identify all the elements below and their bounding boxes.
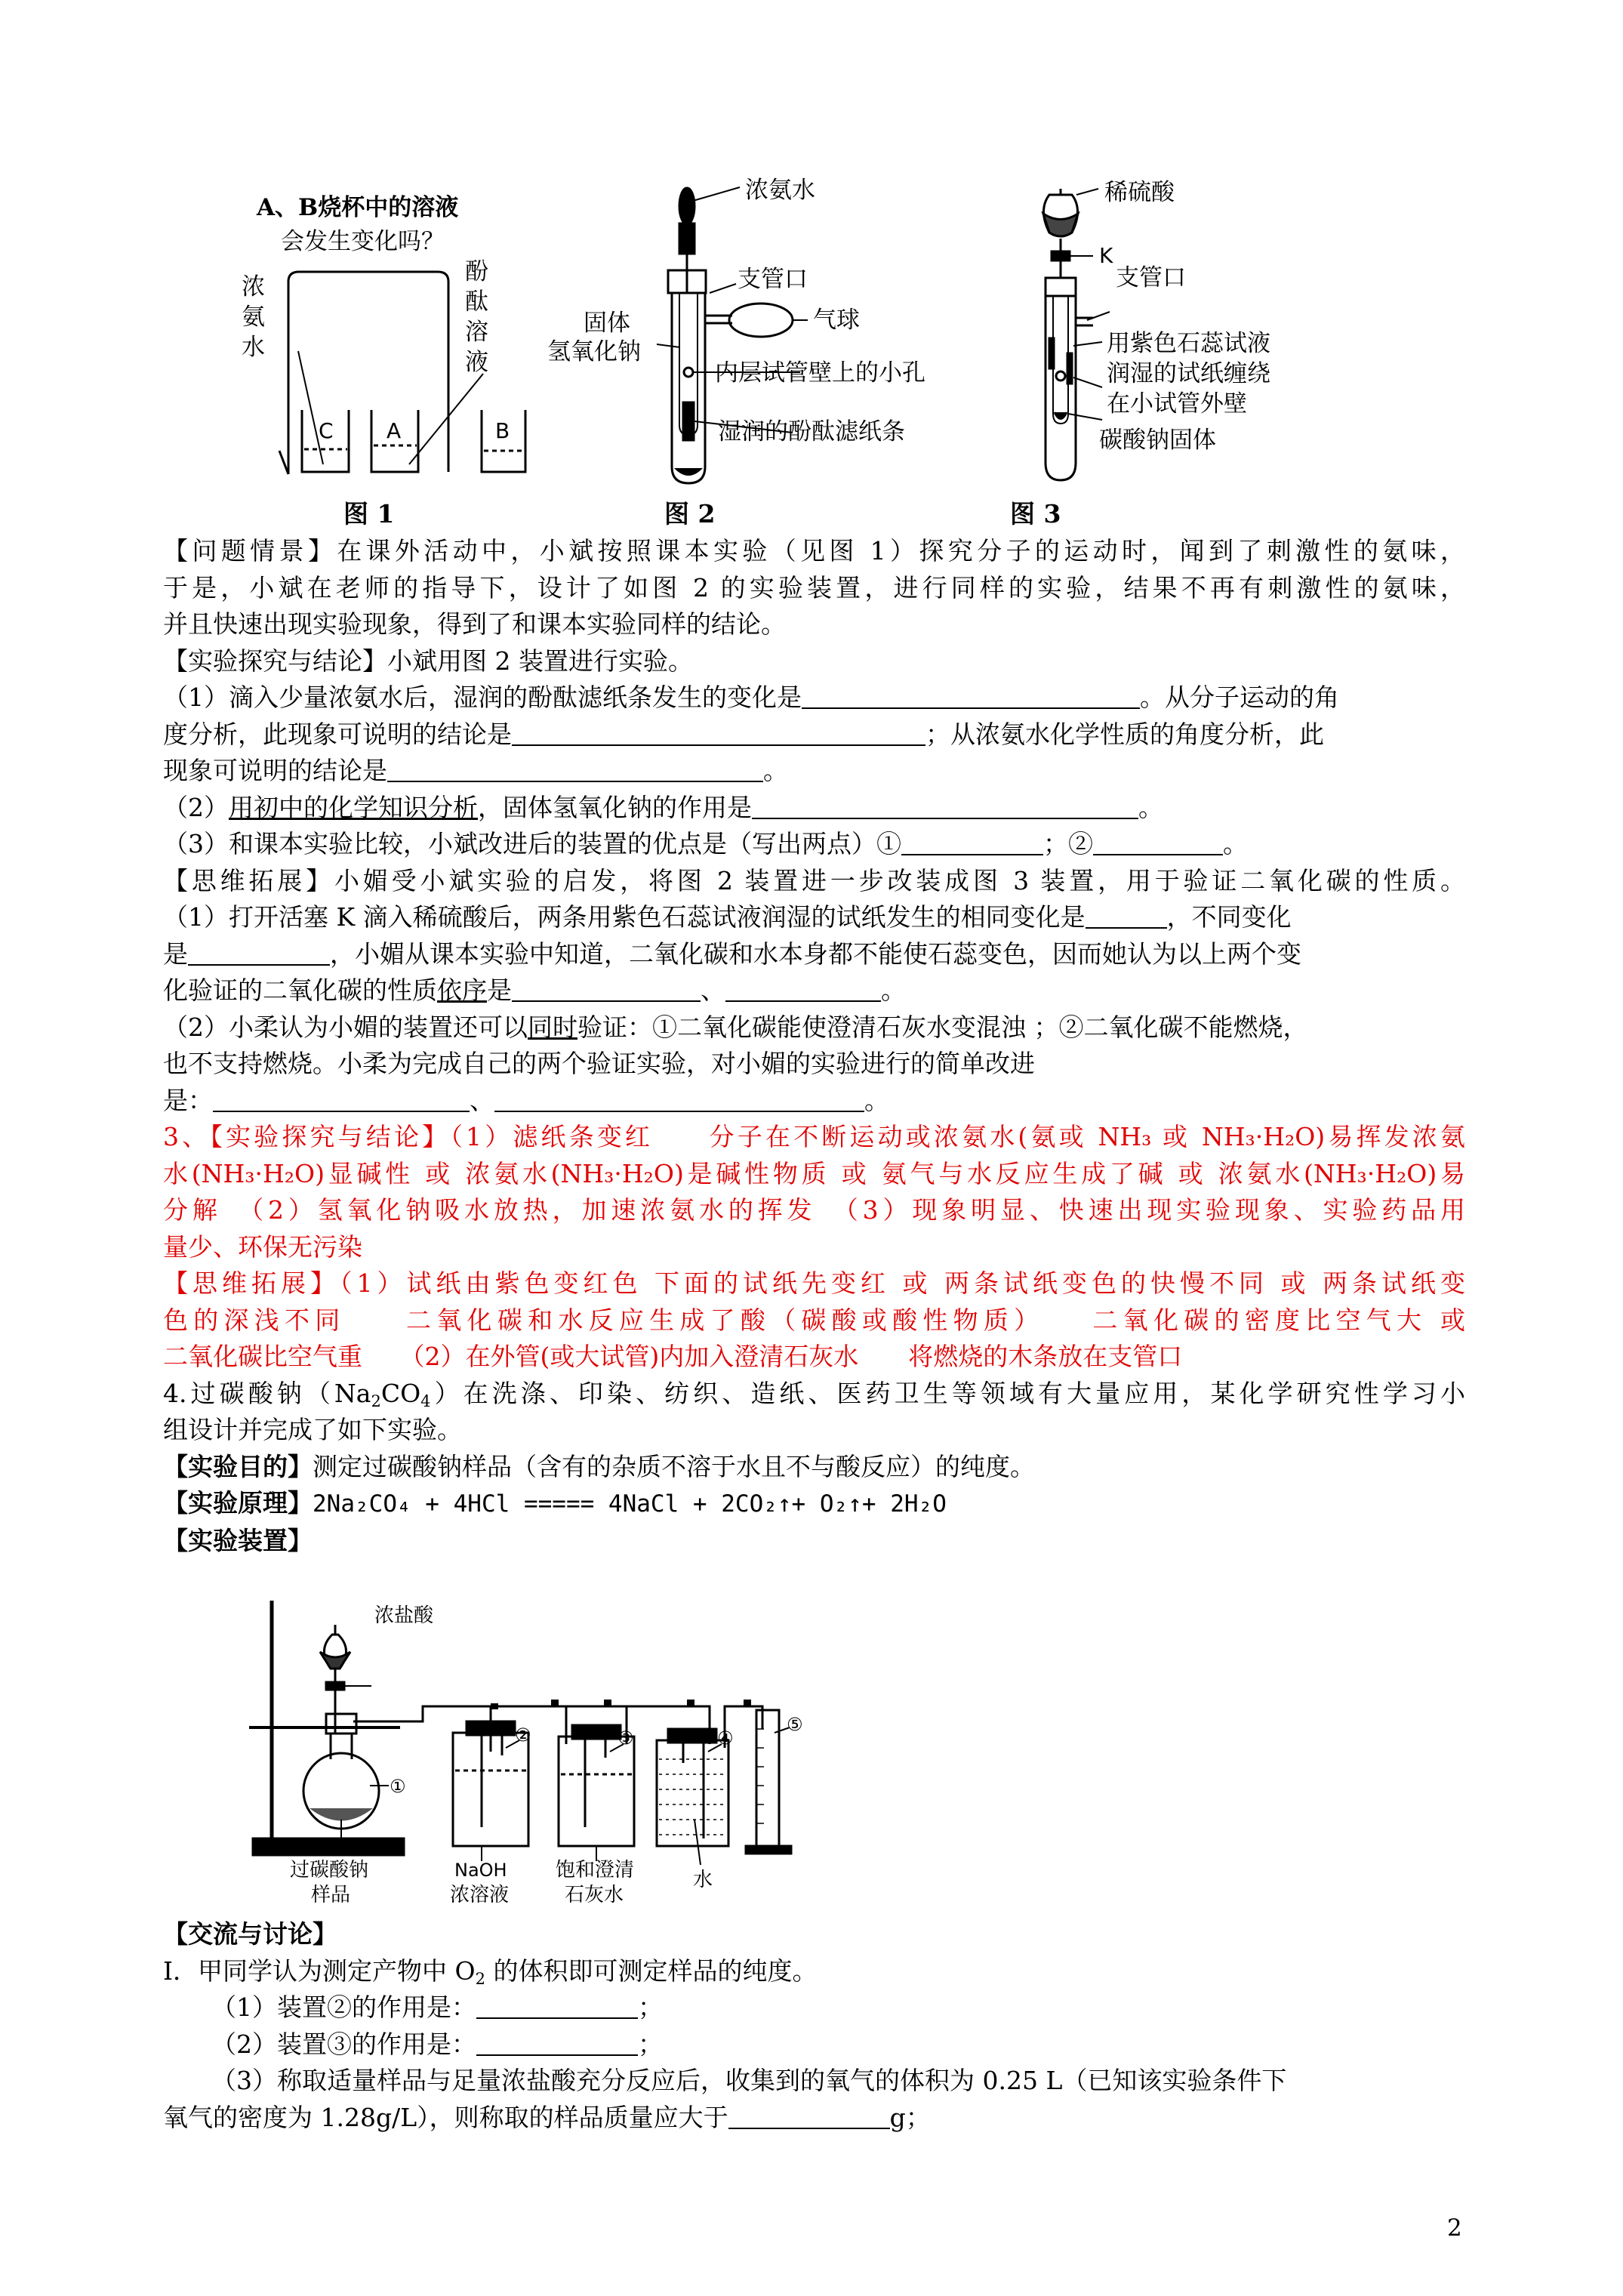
q4-principle-equation: 2Na₂CO₄ + 4HCl ===== 4NaCl + 2CO₂↑+ O₂↑+ 2H₂O	[313, 1490, 947, 1518]
fig2-balloon-label: 气球	[813, 307, 860, 334]
q3-text-c: 。	[1223, 829, 1248, 858]
ext-q1-underlined: 依序	[437, 975, 487, 1005]
q2-text-a: （2）	[163, 792, 229, 822]
fig2-branch-label: 支管口	[738, 266, 808, 293]
fig3-paper-label-1: 用紫色石蕊试液	[1107, 330, 1270, 357]
apparatus-n4: ④	[717, 1727, 734, 1749]
extension-q2-line-1	[163, 1009, 1465, 1046]
q1-text-f: 。	[763, 756, 788, 785]
question-1-line-2	[163, 717, 1465, 754]
discussion-1-b: 的体积即可测定样品的纯度。	[485, 1955, 818, 1986]
ext-q2-text-d: 、	[470, 1085, 494, 1115]
extension-q1-line-1	[163, 899, 1465, 936]
answer-line-2: 水(NH₃·H₂O)显碱性 或 浓氨水(NH₃·H₂O)是碱性物质 或 氨气与水反应生成了碱 或 浓氨水(NH₃·H₂O)易	[163, 1158, 1465, 1188]
fig3-paper-label-2: 润湿的试纸缠绕	[1107, 360, 1270, 387]
discussion-q3-text: 氧气的密度为 1.28g/L），则称取的样品质量应大于	[163, 2102, 728, 2132]
figure-1-caption: 图 1	[343, 499, 395, 529]
q3-text-a: （3）和课本实验比较，小斌改进后的装置的优点是（写出两点）①	[163, 829, 901, 858]
fig1-left-label-1: 浓	[242, 273, 265, 300]
ext-q1-text-f: 是	[487, 975, 512, 1005]
fig3-solid-label: 碳酸钠固体	[1099, 427, 1216, 454]
q4-apparatus-heading-line	[163, 1523, 1465, 1560]
figure-2	[540, 172, 1023, 497]
apparatus-n1: ①	[390, 1776, 406, 1797]
discussion-heading-line	[163, 1916, 1465, 1953]
apparatus-n3: ③	[617, 1727, 634, 1749]
problem-context-line-2: 于是，小斌在老师的指导下，设计了如图 2 的实验装置，进行同样的实验，结果不再有刺激性的氨味，	[163, 572, 1465, 603]
extension-q1-line-3	[163, 972, 1465, 1009]
ext-q1-text-g: 、	[701, 975, 725, 1005]
page-number: 2	[1447, 2214, 1462, 2242]
figure-2-caption: 图 2	[664, 499, 716, 529]
q2-text-c: 。	[1138, 792, 1163, 822]
answer-blank-2[interactable]	[512, 722, 925, 746]
answer-line-3: 分解 （2）氢氧化钠吸水放热，加速浓氨水的挥发 （3）现象明显、快速出现实验现象、实验药品用	[163, 1195, 1465, 1225]
answer-line-6: 色的深浅不同 二氧化碳和水反应生成了酸（碳酸或酸性物质） 二氧化碳的密度比空气大 或	[163, 1305, 1465, 1335]
fig1-left-label-2: 氨	[242, 304, 265, 331]
discussion-q2-end: ；	[638, 2029, 663, 2059]
fig2-solid-label-1: 固体	[584, 310, 630, 337]
ext-q1-text-c: 是	[163, 938, 188, 969]
fig2-paper-label: 湿润的酚酞滤纸条	[718, 418, 905, 445]
fig1-question-line2: 会发生变化吗？	[281, 228, 445, 255]
question-2-line	[163, 790, 1465, 827]
q1-text-d: ；从浓氨水化学性质的角度分析，此	[925, 719, 1324, 749]
fig1-right-label-1: 酚	[465, 258, 488, 285]
ext-q1-text-a: （1）打开活塞 K 滴入稀硫酸后，两条用紫色石蕊试液润湿的试纸发生的相同变化是	[163, 902, 1086, 932]
q4-purpose-heading: 【实验目的】	[163, 1451, 313, 1481]
q4-purpose-line	[163, 1449, 1465, 1486]
apparatus-water-label: 水	[693, 1869, 713, 1891]
problem-context-line-1: 【问题情景】在课外活动中，小斌按照课本实验（见图 1）探究分子的运动时，闻到了刺激性的氨味，	[163, 536, 1465, 566]
apparatus-naoh-label-2: 浓溶液	[450, 1884, 510, 1906]
fig3-top-label: 稀硫酸	[1104, 179, 1175, 206]
apparatus-figure	[242, 1593, 815, 1910]
question-1-line-3	[163, 753, 1465, 790]
fig3-k-label: K	[1099, 243, 1113, 268]
apparatus-naoh-label-1: NaOH	[454, 1860, 507, 1881]
q2-underlined: 用初中的化学知识分析	[229, 792, 478, 822]
fig3-paper-label-3: 在小试管外壁	[1107, 390, 1247, 418]
ext-q2-text-a: （2）小柔认为小媚的装置还可以	[163, 1012, 528, 1042]
ext-q1-text-e: 化验证的二氧化碳的性质	[163, 975, 437, 1005]
fig2-top-label: 浓氨水	[745, 177, 815, 204]
answer-blank-9[interactable]	[512, 978, 701, 1002]
answer-line-1: 3、【实验探究与结论】（1）滤纸条变红 分子在不断运动或浓氨水(氨或 NH₃ 或 NH₃·H₂O)易挥发浓氨	[163, 1122, 1465, 1151]
extension-q2-line-3	[163, 1083, 1465, 1120]
extension-heading-line: 【思维拓展】小媚受小斌实验的启发，将图 2 装置进一步改装成图 3 装置，用于验证二氧化碳的性质。	[163, 865, 1465, 895]
fig1-right-label-3: 溶	[465, 319, 488, 346]
answer-blank-6[interactable]	[1093, 831, 1223, 855]
answer-blank-14[interactable]	[476, 2032, 638, 2056]
fig1-left-label-3: 水	[242, 334, 265, 361]
fig1-right-label-2: 酞	[465, 288, 488, 316]
q4-intro-line-2: 组设计并完成了如下实验。	[163, 1415, 462, 1444]
answer-blank-15[interactable]	[728, 2105, 890, 2129]
answer-line-7: 二氧化碳比空气重 （2）在外管(或大试管)内加入澄清石灰水 将燃烧的木条放在支管口	[163, 1342, 1183, 1371]
discussion-line-1	[163, 1953, 1465, 1990]
q3-text-b: ；②	[1043, 829, 1093, 858]
fig1-question-line1: A、B烧杯中的溶液	[257, 194, 459, 221]
fig1-beaker-c-label: C	[319, 418, 334, 443]
apparatus-sample-label-1: 过碳酸钠	[290, 1859, 369, 1881]
answer-blank-4[interactable]	[752, 795, 1138, 819]
ext-q2-text-c: 是：	[163, 1085, 213, 1115]
discussion-q2-text: （2）装置③的作用是：	[211, 2029, 476, 2059]
main-text	[163, 533, 1465, 1559]
discussion-heading: 【交流与讨论】	[163, 1919, 337, 1949]
q1-text-b: 。从分子运动的角	[1140, 683, 1339, 712]
discussion-q2-line	[163, 2026, 1465, 2063]
answer-blank-7[interactable]	[1086, 905, 1167, 929]
extension-q1-line-2	[163, 936, 1465, 973]
fig1-beaker-b-label: B	[495, 418, 510, 443]
fig1-right-label-4: 液	[465, 349, 488, 376]
discussion-q3-end: g；	[889, 2102, 931, 2132]
q4-intro-line-1	[163, 1376, 1465, 1413]
apparatus-sample-label-2: 样品	[311, 1884, 351, 1906]
apparatus-acid-label: 浓盐酸	[374, 1604, 434, 1627]
discussion-q1-line	[163, 1989, 1465, 2026]
explore-heading-line: 【实验探究与结论】小斌用图 2 装置进行实验。	[163, 646, 693, 676]
answer-blank-3[interactable]	[387, 758, 763, 782]
fig2-solid-label-2: 氢氧化钠	[547, 338, 641, 365]
answer-blank-11[interactable]	[213, 1088, 470, 1112]
discussion-1-a: Ⅰ．甲同学认为测定产物中 O	[163, 1955, 476, 1986]
q4-purpose-text: 测定过碳酸钠样品（含有的杂质不溶于水且不与酸反应）的纯度。	[313, 1451, 1035, 1481]
q1-text-a: （1）滴入少量浓氨水后，湿润的酚酞滤纸条发生的变化是	[163, 683, 802, 712]
ext-q2-text-b: 验证：①二氧化碳能使澄清石灰水变混浊 ；②二氧化碳不能燃烧，	[577, 1012, 1308, 1042]
fig3-branch-label: 支管口	[1116, 264, 1186, 291]
apparatus-drawing	[242, 1593, 815, 1910]
answer-blank-13[interactable]	[476, 1995, 638, 2019]
apparatus-n5: ⑤	[787, 1714, 803, 1735]
discussion-q3-line-2	[163, 2100, 1465, 2137]
answer-blank-1[interactable]	[802, 685, 1140, 709]
fig2-hole-label: 内层试管壁上的小孔	[715, 359, 925, 387]
ext-q1-text-d: ，小媚从课本实验中知道，二氧化碳和水本身都不能使石蕊变色，因而她认为以上两个变	[330, 938, 1301, 969]
q2-text-b: ，固体氢氧化钠的作用是	[478, 792, 752, 822]
fig1-beaker-a-label: A	[387, 418, 402, 443]
q4-intro-sub1: 2	[371, 1391, 381, 1410]
apparatus-lime-label-1: 饱和澄清	[556, 1859, 635, 1881]
apparatus-n2: ②	[515, 1724, 531, 1746]
answer-blank-5[interactable]	[901, 831, 1043, 855]
answer-blank-10[interactable]	[725, 978, 881, 1002]
q4-principle-heading: 【实验原理】	[163, 1488, 313, 1518]
q4-apparatus-heading: 【实验装置】	[163, 1525, 313, 1555]
question-1-line-1	[163, 680, 1465, 717]
figure-3-caption: 图 3	[1010, 499, 1061, 529]
q4-intro-b: CO	[380, 1378, 421, 1408]
ext-q2-text-e: 。	[864, 1085, 889, 1115]
q4-intro-sub2: 4	[420, 1391, 431, 1410]
question-3-line	[163, 826, 1465, 863]
figure-2-drawing	[540, 172, 1023, 497]
apparatus-lime-label-2: 石灰水	[565, 1884, 624, 1906]
q1-text-e: 现象可说明的结论是	[163, 756, 387, 785]
q4-intro-a: 4.过碳酸钠（Na	[163, 1378, 371, 1408]
ext-q1-text-b: ，不同变化	[1166, 902, 1292, 932]
ext-q1-text-h: 。	[881, 975, 906, 1005]
figure-3-drawing	[1004, 172, 1359, 497]
extension-q2-line-2: 也不支持燃烧。小柔为完成自己的两个验证实验，对小媚的实验进行的简单改进	[163, 1049, 1035, 1078]
figure-3	[1004, 172, 1359, 497]
discussion-q1-text: （1）装置②的作用是：	[211, 1992, 476, 2022]
q4-principle-line	[163, 1485, 1465, 1523]
q4-intro-c: ）在洗涤、印染、纺织、造纸、医药卫生等领域有大量应用，某化学研究性学习小	[430, 1378, 1465, 1408]
answer-blank-12[interactable]	[494, 1088, 864, 1112]
discussion-q3-line-1: （3）称取适量样品与足量浓盐酸充分反应后，收集到的氧气的体积为 0.25 L（已知该实验条件下	[211, 2066, 1287, 2095]
problem-context-line-3: 并且快速出现实验现象，得到了和课本实验同样的结论。	[163, 609, 786, 639]
ext-q2-underlined: 同时	[528, 1012, 577, 1042]
discussion-text	[163, 1916, 1465, 2136]
answer-line-5: 【思维拓展】（1）试纸由紫色变红色 下面的试纸先变红 或 两条试纸变色的快慢不同 或 两条试纸变	[163, 1268, 1465, 1298]
q1-text-c: 度分析，此现象可说明的结论是	[163, 719, 512, 749]
answer-blank-8[interactable]	[188, 942, 330, 966]
discussion-q1-end: ；	[638, 1992, 663, 2022]
discussion-1-sub: 2	[475, 1969, 485, 1988]
answer-line-4: 量少、环保无污染	[163, 1231, 362, 1262]
